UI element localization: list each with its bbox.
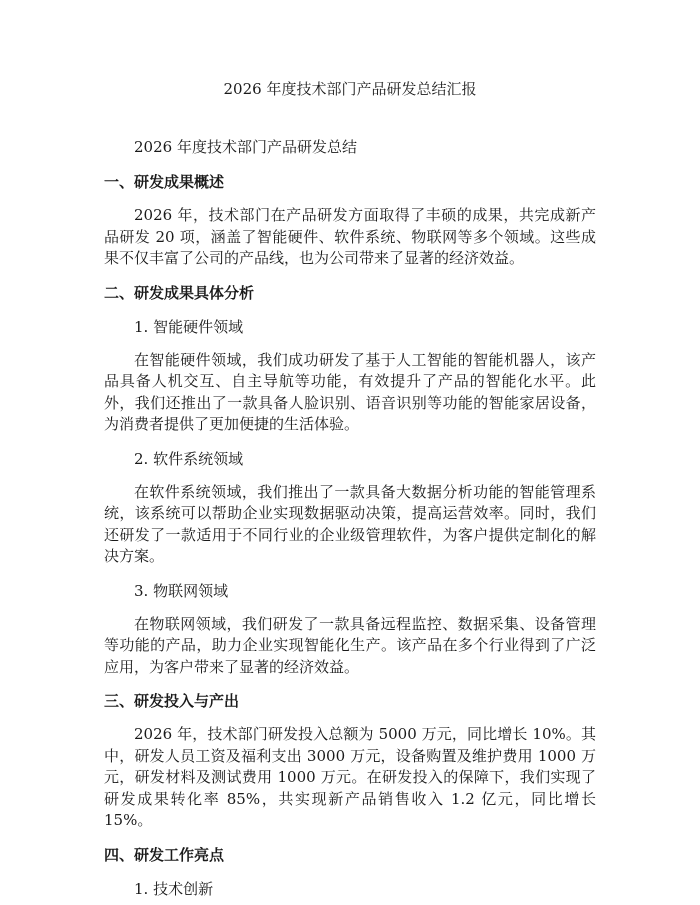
- subsection-heading: 2. 软件系统领域: [134, 449, 244, 468]
- section-heading: 三、研发投入与产出: [104, 692, 240, 710]
- subsection-heading: 1. 技术创新: [134, 879, 214, 898]
- subsection-iot: [104, 580, 596, 679]
- section-paragraph: 2026 年，技术部门研发投入总额为 5000 万元，同比增长 10%。其中，研发人员工资及福利支出 3000 万元，设备购置及维护费用 1000 万元，研发材料及测试费用 1000 万元。在研发投入的保障下，我们实现了研发成果转化率 85%，共实现新产品销售收入 1.2 亿元，同比增长 15%。: [104, 725, 596, 829]
- subsection-software: [104, 448, 596, 568]
- section-paragraph: 2026 年，技术部门在产品研发方面取得了丰硕的成果，共完成新产品研发 20 项，涵盖了智能硬件、软件系统、物联网等多个领域。这些成果不仅丰富了公司的产品线，也为公司带来了显著的经济效益。: [104, 206, 596, 267]
- subsection-heading: 3. 物联网领域: [134, 581, 229, 600]
- subsection-paragraph: 在智能硬件领域，我们成功研发了基于人工智能的智能机器人，该产品具备人机交互、自主导航等功能，有效提升了产品的智能化水平。此外，我们还推出了一款具备人脸识别、语音识别等功能的智能家居设备，为消费者提供了更加便捷的生活体验。: [104, 350, 596, 433]
- document-title: 2026 年度技术部门产品研发总结汇报: [223, 80, 477, 98]
- section-heading: 一、研发成果概述: [104, 173, 225, 191]
- section-highlights: [104, 844, 596, 900]
- section-investment: [104, 690, 596, 832]
- subsection-heading: 1. 智能硬件领域: [134, 317, 244, 336]
- section-analysis: [104, 282, 596, 679]
- subsection-paragraph: 在物联网领域，我们研发了一款具备远程监控、数据采集、设备管理等功能的产品，助力企业实现智能化生产。该产品在多个行业得到了广泛应用，为客户带来了显著的经济效益。: [104, 614, 596, 676]
- section-heading: 四、研发工作亮点: [104, 845, 225, 864]
- subsection-paragraph: 在软件系统领域，我们推出了一款具备大数据分析功能的智能管理系统，该系统可以帮助企业实现数据驱动决策，提高运营效率。同时，我们还研发了一款适用于不同行业的企业级管理软件，为客户提供定制化的解决方案。: [104, 482, 596, 565]
- subsection-hardware: [104, 316, 596, 436]
- section-overview: [104, 171, 596, 270]
- section-heading: 二、研发成果具体分析: [104, 283, 255, 302]
- document-subtitle: 2026 年度技术部门产品研发总结: [134, 138, 357, 156]
